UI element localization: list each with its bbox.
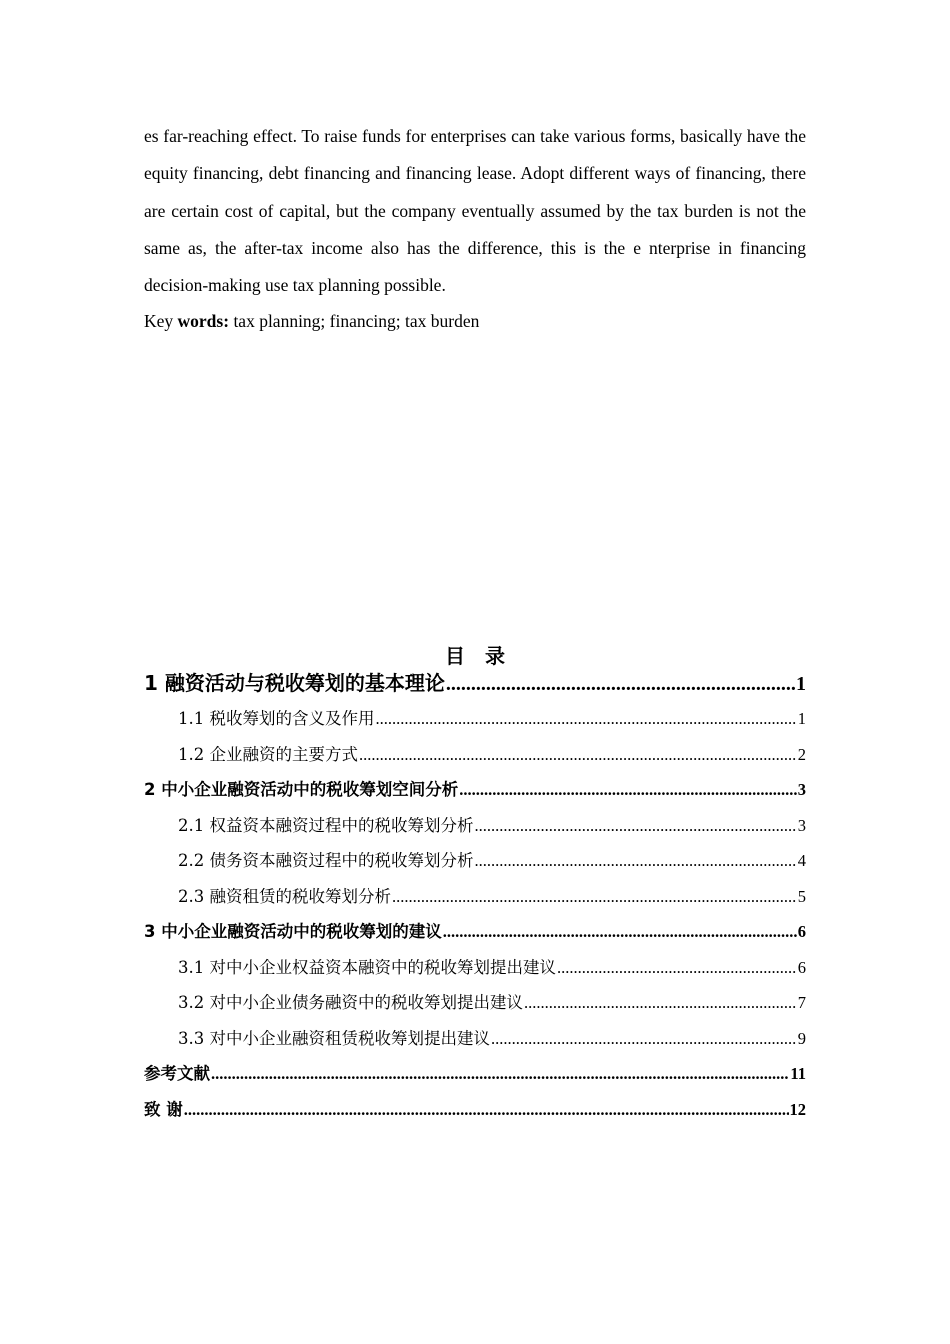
toc-entry[interactable] <box>144 667 806 697</box>
toc-leader-dots <box>459 780 797 800</box>
toc-entry-page: 5 <box>797 887 806 906</box>
toc-entry-page: 9 <box>797 1029 806 1048</box>
toc-entry-page: 6 <box>797 922 806 941</box>
toc-entry[interactable] <box>144 1096 806 1126</box>
toc-entry-text: 致 谢 <box>144 1100 183 1119</box>
toc-entry-text: 1 融资活动与税收筹划的基本理论 <box>144 671 445 695</box>
toc-entry-text: 3.1 对中小企业权益资本融资中的税收筹划提出建议 <box>178 958 556 977</box>
toc-entry[interactable] <box>144 989 806 1019</box>
toc-entry[interactable] <box>144 812 806 842</box>
toc-entry-page: 12 <box>789 1100 806 1119</box>
toc-leader-dots <box>524 993 797 1013</box>
toc-leader-dots <box>443 922 797 942</box>
toc-entry[interactable] <box>144 918 806 948</box>
abstract-line: have the equity financing, debt financing and financing lease. Adopt different ways of <box>144 126 806 184</box>
toc-entry[interactable] <box>144 883 806 913</box>
toc-leader-dots <box>392 887 797 907</box>
toc-entry[interactable] <box>144 705 806 735</box>
abstract-line: es far-reaching effect. To raise funds for enterprises can take various forms, basically <box>144 126 743 146</box>
toc-entry-text: 3 中小企业融资活动中的税收筹划的建议 <box>144 922 442 941</box>
toc-entry-text: 1.1 税收筹划的含义及作用 <box>178 709 375 728</box>
keywords-label-bold: words: <box>177 311 230 331</box>
toc-entry-text: 3.2 对中小企业债务融资中的税收筹划提出建议 <box>178 993 523 1012</box>
toc-entry-page: 2 <box>797 745 806 764</box>
abstract-line: tax burden is not the same as, the after-tax income also has the difference, this is the e <box>144 200 807 258</box>
toc-entry[interactable] <box>144 1025 806 1055</box>
toc-entry-text: 2.2 债务资本融资过程中的税收筹划分析 <box>178 851 474 870</box>
toc-title: 目 录 <box>445 644 505 668</box>
abstract-line: nterprise in financing decision-making use tax planning possible. <box>144 237 806 296</box>
toc-leader-dots <box>184 1100 789 1120</box>
toc-leader-dots <box>359 745 797 765</box>
toc-leader-dots <box>211 1064 789 1084</box>
toc-leader-dots <box>446 673 795 696</box>
toc-entry-text: 2 中小企业融资活动中的税收筹划空间分析 <box>144 780 459 799</box>
toc-leader-dots <box>475 816 797 836</box>
toc-entry-text: 2.1 权益资本融资过程中的税收筹划分析 <box>178 816 474 835</box>
toc-entry-page: 1 <box>796 673 806 695</box>
toc-entry[interactable] <box>144 847 806 877</box>
toc-entry-text: 2.3 融资租赁的税收筹划分析 <box>178 887 391 906</box>
toc-entry-page: 3 <box>797 780 806 799</box>
toc-entry-page: 1 <box>797 709 806 728</box>
toc-entry-text: 1.2 企业融资的主要方式 <box>178 745 358 764</box>
toc-leader-dots <box>491 1029 797 1049</box>
toc-entry-page: 11 <box>790 1064 806 1083</box>
toc-entry-text: 参考文献 <box>144 1064 210 1083</box>
toc-leader-dots <box>376 709 797 729</box>
toc-leader-dots <box>557 958 797 978</box>
toc-entry-page: 6 <box>797 958 806 977</box>
abstract-line: financing, there are certain cost of capital, but the company eventually assumed by the <box>144 163 807 221</box>
toc-entry-text: 3.3 对中小企业融资租赁税收筹划提出建议 <box>178 1029 490 1048</box>
toc-entry[interactable] <box>144 741 806 771</box>
keywords-line <box>144 307 806 335</box>
keywords-label-plain: Key <box>144 311 178 331</box>
toc-entry[interactable] <box>144 954 806 984</box>
toc-entry-page: 7 <box>797 993 806 1012</box>
toc-entry-page: 3 <box>797 816 806 835</box>
abstract-paragraph <box>144 118 806 304</box>
toc-entry[interactable] <box>144 776 806 806</box>
keywords-value: tax planning; financing; tax burden <box>229 311 480 331</box>
toc-entry-page: 4 <box>797 851 806 870</box>
toc-entry[interactable] <box>144 1060 806 1090</box>
toc-leader-dots <box>475 851 797 871</box>
